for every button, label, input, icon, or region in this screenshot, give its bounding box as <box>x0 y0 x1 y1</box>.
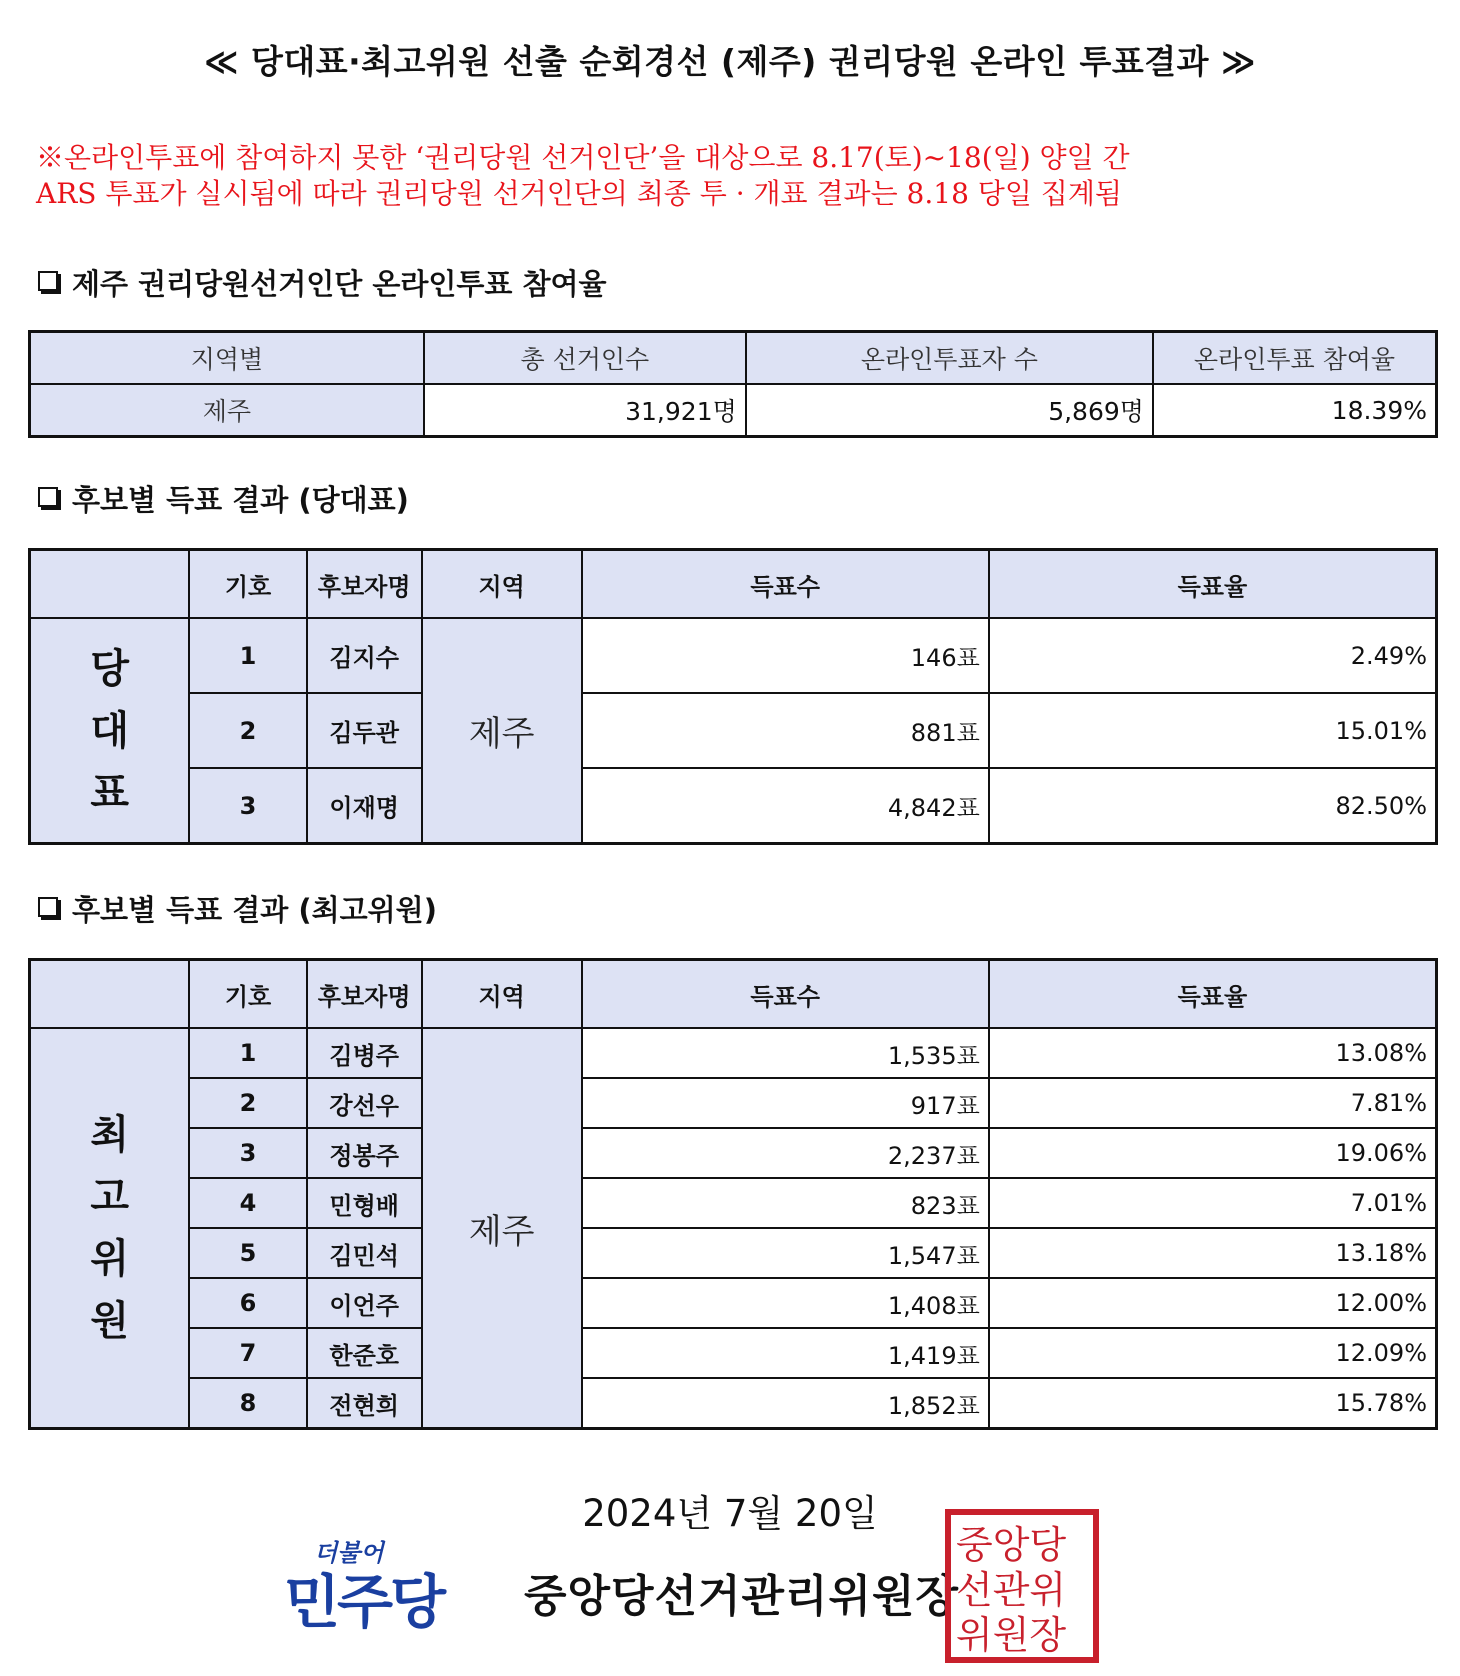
candidate-name: 정봉주 <box>307 1128 422 1178</box>
leader-section-heading <box>38 478 409 519</box>
table-row <box>30 693 1437 768</box>
candidate-rate: 15.78% <box>989 1378 1437 1429</box>
leader-header-rate: 득표율 <box>989 550 1437 619</box>
table-row <box>30 1378 1437 1429</box>
candidate-name: 전현희 <box>307 1378 422 1429</box>
candidate-votes: 917표 <box>582 1078 989 1128</box>
candidate-rate: 13.18% <box>989 1228 1437 1278</box>
committee-chair-title: 중앙당선거관리위원장 <box>524 1571 960 1622</box>
leader-header-no: 기호 <box>189 550 306 619</box>
table-row <box>30 1078 1437 1128</box>
candidate-rate: 19.06% <box>989 1128 1437 1178</box>
table-row <box>30 1278 1437 1328</box>
table-row <box>30 1228 1437 1278</box>
candidate-number: 1 <box>189 1028 306 1078</box>
candidate-rate: 82.50% <box>989 768 1437 844</box>
svg-text:선관위: 선관위 <box>956 1568 1067 1612</box>
svg-text:위원장: 위원장 <box>956 1613 1067 1657</box>
table-row <box>30 1328 1437 1378</box>
svg-text:중앙당: 중앙당 <box>956 1523 1067 1567</box>
council-header-row <box>30 960 1437 1029</box>
leader-region: 제주 <box>422 618 582 844</box>
checkbox-bullet-icon <box>38 487 58 507</box>
document-date: 2024년 7월 20일 <box>582 1492 878 1535</box>
candidate-rate: 12.00% <box>989 1278 1437 1328</box>
candidate-name: 민형배 <box>307 1178 422 1228</box>
council-header-votes: 득표수 <box>582 960 989 1029</box>
council-section-title: 후보별 득표 결과 (최고위원) <box>72 893 437 927</box>
candidate-name: 김두관 <box>307 693 422 768</box>
candidate-number: 3 <box>189 768 306 844</box>
turnout-voters: 5,869명 <box>746 384 1153 437</box>
turnout-header-voters: 온라인투표자 수 <box>746 332 1153 385</box>
table-row <box>30 618 1437 693</box>
candidate-number: 3 <box>189 1128 306 1178</box>
candidate-name: 이언주 <box>307 1278 422 1328</box>
council-header-name: 후보자명 <box>307 960 422 1029</box>
candidate-name: 이재명 <box>307 768 422 844</box>
party-logo-small-text: 더불어 <box>314 1538 384 1567</box>
candidate-name: 김지수 <box>307 618 422 693</box>
candidate-number: 1 <box>189 618 306 693</box>
candidate-rate: 13.08% <box>989 1028 1437 1078</box>
leader-results-table <box>28 548 1438 845</box>
turnout-header-row <box>30 332 1437 385</box>
council-region: 제주 <box>422 1028 582 1429</box>
turnout-total: 31,921명 <box>424 384 746 437</box>
candidate-rate: 7.81% <box>989 1078 1437 1128</box>
council-header-region: 지역 <box>422 960 582 1029</box>
checkbox-bullet-icon <box>38 897 58 917</box>
candidate-number: 6 <box>189 1278 306 1328</box>
candidate-votes: 4,842표 <box>582 768 989 844</box>
council-section-heading <box>38 888 437 929</box>
candidate-rate: 7.01% <box>989 1178 1437 1228</box>
leader-header-votes: 득표수 <box>582 550 989 619</box>
council-header-rate: 득표율 <box>989 960 1437 1029</box>
candidate-votes: 1,535표 <box>582 1028 989 1078</box>
candidate-name: 김민석 <box>307 1228 422 1278</box>
party-logo <box>284 1533 464 1636</box>
turnout-region: 제주 <box>30 384 424 437</box>
table-row <box>30 768 1437 844</box>
council-header-no: 기호 <box>189 960 306 1029</box>
turnout-rate: 18.39% <box>1153 384 1437 437</box>
candidate-name: 김병주 <box>307 1028 422 1078</box>
party-logo-text: 민주당 <box>284 1568 444 1636</box>
leader-section-title: 후보별 득표 결과 (당대표) <box>72 483 409 517</box>
turnout-header-rate: 온라인투표 참여율 <box>1153 332 1437 385</box>
candidate-votes: 1,419표 <box>582 1328 989 1378</box>
candidate-votes: 1,547표 <box>582 1228 989 1278</box>
document-title: ≪ 당대표·최고위원 선출 순회경선 (제주) 권리당원 온라인 투표결과 ≫ <box>203 42 1257 81</box>
table-row <box>30 1028 1437 1078</box>
leader-category-label: 당대표 <box>30 618 190 844</box>
leader-header-row <box>30 550 1437 619</box>
candidate-votes: 146표 <box>582 618 989 693</box>
council-results-table <box>28 958 1438 1430</box>
checkbox-bullet-icon <box>38 271 58 291</box>
candidate-name: 한준호 <box>307 1328 422 1378</box>
candidate-number: 2 <box>189 1078 306 1128</box>
turnout-section-title: 제주 권리당원선거인단 온라인투표 참여율 <box>72 267 607 301</box>
candidate-number: 2 <box>189 693 306 768</box>
notice-line-1: ※온라인투표에 참여하지 못한 ‘권리당원 선거인단’을 대상으로 8.17(토)~18(일) 양일 간 <box>36 141 1130 174</box>
turnout-table <box>28 330 1438 438</box>
table-row <box>30 1128 1437 1178</box>
council-header-blank <box>30 960 190 1029</box>
leader-header-blank <box>30 550 190 619</box>
candidate-votes: 881표 <box>582 693 989 768</box>
candidate-number: 7 <box>189 1328 306 1378</box>
table-row <box>30 1178 1437 1228</box>
leader-header-region: 지역 <box>422 550 582 619</box>
candidate-votes: 2,237표 <box>582 1128 989 1178</box>
turnout-header-total: 총 선거인수 <box>424 332 746 385</box>
candidate-votes: 1,408표 <box>582 1278 989 1328</box>
notice-text <box>36 140 1436 212</box>
candidate-number: 5 <box>189 1228 306 1278</box>
official-seal-icon <box>944 1508 1100 1664</box>
candidate-number: 8 <box>189 1378 306 1429</box>
turnout-header-region: 지역별 <box>30 332 424 385</box>
turnout-data-row <box>30 384 1437 437</box>
leader-header-name: 후보자명 <box>307 550 422 619</box>
notice-line-2: ARS 투표가 실시됨에 따라 권리당원 선거인단의 최종 투 · 개표 결과는 8.18 당일 집계됨 <box>36 177 1122 210</box>
candidate-votes: 823표 <box>582 1178 989 1228</box>
turnout-section-heading <box>38 262 607 303</box>
candidate-votes: 1,852표 <box>582 1378 989 1429</box>
candidate-name: 강선우 <box>307 1078 422 1128</box>
candidate-rate: 12.09% <box>989 1328 1437 1378</box>
seal-characters <box>956 1523 1066 1657</box>
candidate-rate: 2.49% <box>989 618 1437 693</box>
council-category-label: 최고위원 <box>30 1028 190 1429</box>
candidate-number: 4 <box>189 1178 306 1228</box>
candidate-rate: 15.01% <box>989 693 1437 768</box>
